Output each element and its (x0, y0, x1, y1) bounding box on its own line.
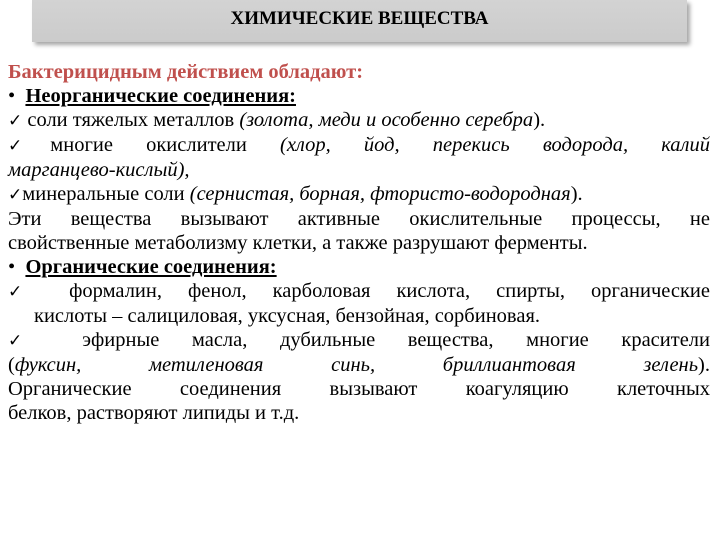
organic-item-2 (8, 328, 710, 353)
organic-summary-1: Органические соединения вызывают коагуляцию клеточных (8, 378, 710, 400)
item-italic: (сернистая, борная, фтористо-водородная (189, 183, 571, 205)
organic-item-1 (8, 279, 710, 304)
item-text: многие окислители (50, 134, 280, 156)
inorganic-label: Неорганические соединения: (25, 85, 296, 107)
slide-title: ХИМИЧЕСКИЕ ВЕЩЕСТВА (230, 8, 489, 29)
inorganic-bullet (8, 84, 710, 108)
checkmark-icon: ✓ (8, 136, 51, 156)
heading: Бактерицидным действием обладают: (8, 61, 364, 83)
item-tail: ). (570, 183, 583, 205)
item-italic: фуксин, метиленовая синь, бриллиантовая зелень (14, 354, 699, 376)
checkmark-icon: ✓ (8, 111, 23, 131)
checkmark-icon: ✓ (8, 331, 50, 351)
paren-open: ( (8, 354, 15, 376)
inorganic-item-2 (8, 133, 710, 158)
item-text: формалин, фенол, карболовая кислота, спирты, органические (69, 280, 710, 302)
organic-bullet (8, 255, 710, 279)
item-italic: (золота, меди и особенно серебра (239, 109, 534, 131)
bullet-icon: • (8, 85, 16, 107)
item-text: минеральные соли (22, 183, 190, 205)
inorganic-item-3 (8, 182, 710, 207)
inorganic-item-1 (8, 108, 710, 133)
item-text: соли тяжелых металлов (27, 109, 240, 131)
slide-body (8, 60, 710, 425)
organic-label: Органические соединения: (25, 256, 277, 278)
title-box (32, 0, 687, 42)
item-tail: ). (533, 109, 546, 131)
inorganic-item-2-cont: марганцево-кислый), (8, 159, 190, 181)
organic-item-1-cont: кислоты – салициловая, уксусная, бензойная, сорбиновая. (34, 305, 540, 327)
bullet-icon: • (8, 256, 16, 278)
paren-close: ). (698, 354, 710, 376)
checkmark-icon: ✓ (8, 282, 44, 302)
organic-summary-2: белков, растворяют липиды и т.д. (8, 402, 300, 424)
item-italic: (хлор, йод, перекись водорода, калий (280, 134, 710, 156)
inorganic-summary-1: Эти вещества вызывают активные окислительные процессы, не (8, 208, 710, 230)
item-text: эфирные масла, дубильные вещества, многие красители (49, 329, 710, 351)
inorganic-summary-2: свойственные метаболизму клетки, а также разрушают ферменты. (8, 232, 588, 254)
checkmark-icon: ✓ (8, 185, 23, 205)
organic-item-2-cont (8, 353, 710, 377)
